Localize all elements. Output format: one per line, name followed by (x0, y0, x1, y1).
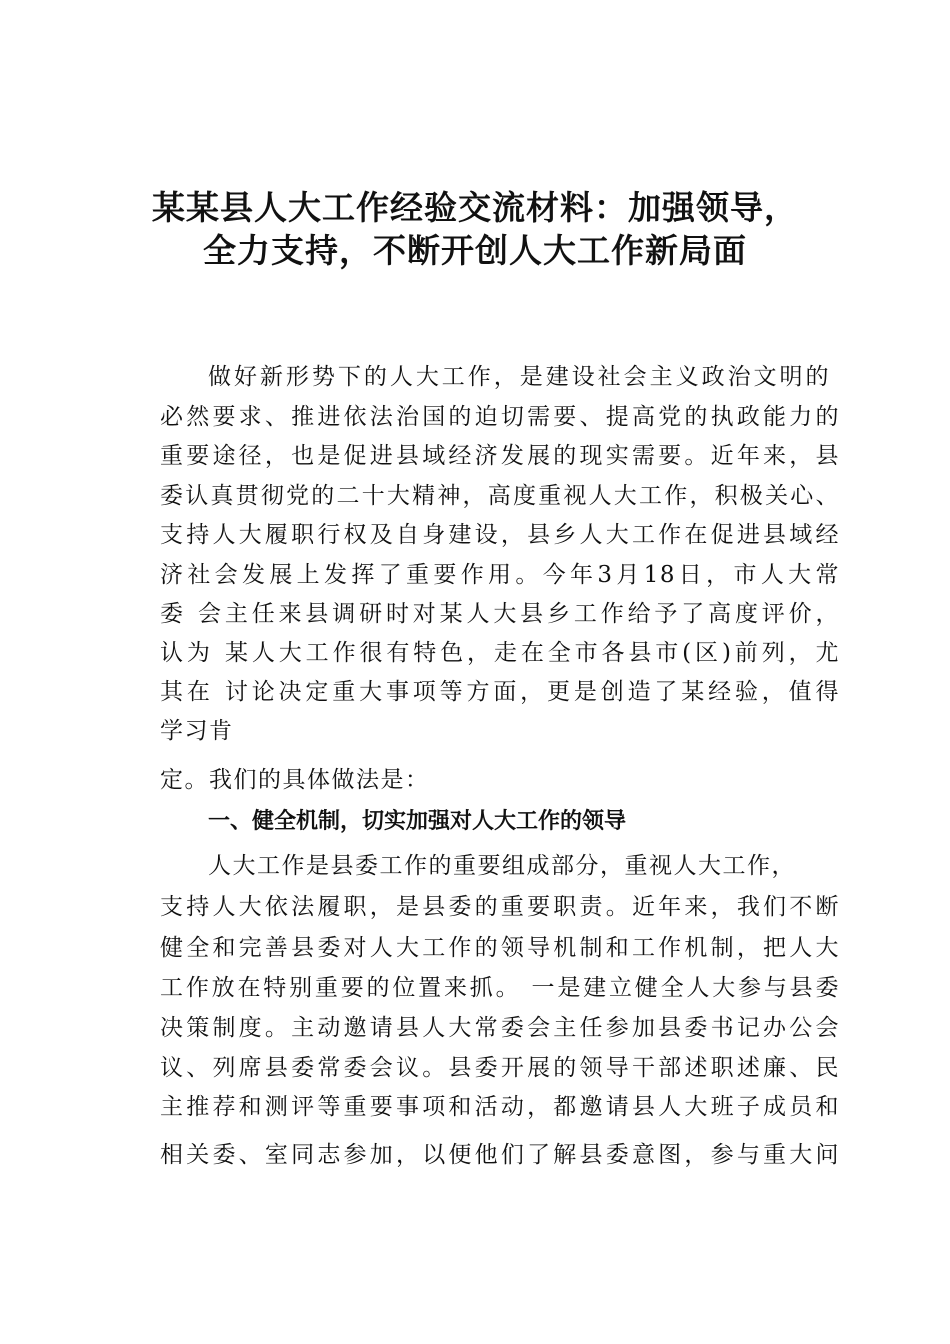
paragraph-2-line-8: 相关委、室同志参加，以便他们了解县委意图，参与重大问 (160, 1142, 840, 1168)
paragraph-2-line-4: 工作放在特别重要的位置来抓。 一是建立健全人大参与县委 (160, 975, 840, 1001)
paragraph-2-line-5: 决策制度。主动邀请县人大常委会主任参加县委书记办公会 (160, 1015, 840, 1041)
paragraph-1-line-3: 重要途径，也是促进县域经济发展的现实需要。近年来，县 (160, 443, 840, 469)
paragraph-2-line-1: 人大工作是县委工作的重要组成部分，重视人大工作， (208, 853, 796, 879)
paragraph-1-line-5: 支持人大履职行权及自身建设，县乡人大工作在促进县域经 (160, 522, 840, 548)
paragraph-1-line-8: 认为 某人大工作很有特色，走在全市各县市(区)前列，尤 (160, 640, 840, 666)
paragraph-1-line-1: 做好新形势下的人大工作，是建设社会主义政治文明的 (208, 364, 830, 390)
title-line-2: 全力支持，不断开创人大工作新局面 (203, 231, 747, 270)
paragraph-1-line-9: 其在 讨论决定重大事项等方面，更是创造了某经验，值得 (160, 679, 840, 705)
section-1-heading: 一、健全机制，切实加强对人大工作的领导 (208, 809, 627, 834)
paragraph-1-line-2: 必然要求、推进依法治国的迫切需要、提高党的执政能力的 (160, 404, 840, 430)
document-title (120, 186, 830, 272)
paragraph-1-line-7: 委 会主任来县调研时对某人大县乡工作给予了高度评价， (160, 601, 840, 627)
paragraph-2-line-6: 议、列席县委常委会议。县委开展的领导干部述职述廉、民 (160, 1055, 840, 1081)
paragraph-1-tail: 定。我们的具体做法是： (160, 767, 430, 793)
paragraph-1-line-10: 学习肯 (160, 718, 234, 744)
paragraph-1-line-4: 委认真贯彻党的二十大精神，高度重视人大工作，积极关心、 (160, 483, 840, 509)
paragraph-2-line-2: 支持人大依法履职，是县委的重要职责。近年来，我们不断 (160, 894, 840, 920)
title-line-1: 某某县人大工作经验交流材料：加强领导， (152, 188, 798, 227)
paragraph-2-line-3: 健全和完善县委对人大工作的领导机制和工作机制，把人大 (160, 935, 840, 961)
paragraph-2-line-7: 主推荐和测评等重要事项和活动，都邀请县人大班子成员和 (160, 1094, 840, 1120)
paragraph-1-line-6: 济社会发展上发挥了重要作用。今年3月18日，市人大常 (160, 562, 840, 588)
